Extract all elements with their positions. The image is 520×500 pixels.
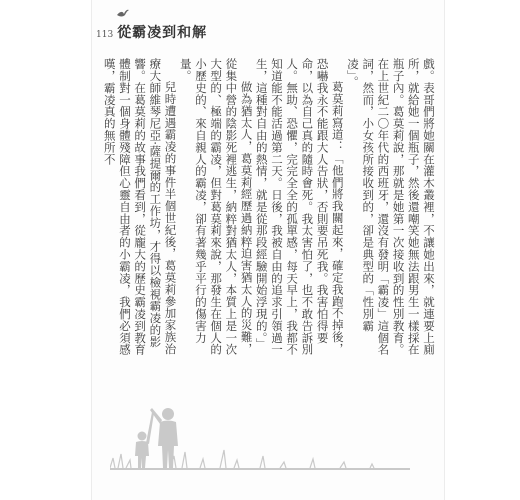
body-text — [102, 58, 436, 358]
page-number: 113 — [96, 30, 114, 40]
paragraph-3: 做為猶太人，葛莫莉經歷過納粹迫害猶太人的災難，從集中營的陰影死裡逃生，納粹對猶太人，本質上是一次大型的、極端的霸凌，但對葛莫莉來說，那發生在個人的小歷史的、來自親人的霸凌，卻有著幾乎平行的傷害力量。 — [178, 58, 254, 356]
paragraph-2: 葛莫莉寫道：「他們將我關起來，確定我跑不掉後，恐嚇我永不能跟大人告狀，否則要吊死我。我害怕得要命，以為自己真的隨時會死。我太害怕了，也不敢告訴別人。無助、恐懼，完完全全的孤單感，每天早上，我都不知道能不能活過第二天。日後，我被自由的追求引領過一生，這種對自由的熱情，就是從那段經驗開始浮現的。」 — [254, 58, 345, 356]
paragraph-4: 兒時遭遇霸凌的事件半個世紀後，葛莫莉參加家族治療大師維琴尼亞·薩提爾的工作坊，才得以檢視霸凌的影響。在葛莫莉的故事我們看到，從龐大的歷史霸凌到教育體制對一個身體殘障但心靈自由者的小霸凌，我們必須感嘆，霸凌真的無所不 — [102, 58, 178, 356]
page-header — [96, 16, 207, 42]
chapter-title: 從霸凌到和解 — [117, 25, 208, 41]
paragraph-1: 戲。表哥們將她關在灌木叢裡，不讓她出來，就連要上廁所，就給她一個瓶子，然後還嘲笑她無法跟男生一樣採在瓶子內。葛莫莉說，那就是她第一次接收到的性別教育。在上世紀二〇年代的西班牙，還沒有發明「霸凌」這個名詞，然而，小女孩所接收到的，卻是典型的「性別霸凌」。 — [345, 58, 436, 356]
adult-child-silhouette-icon — [110, 380, 410, 470]
